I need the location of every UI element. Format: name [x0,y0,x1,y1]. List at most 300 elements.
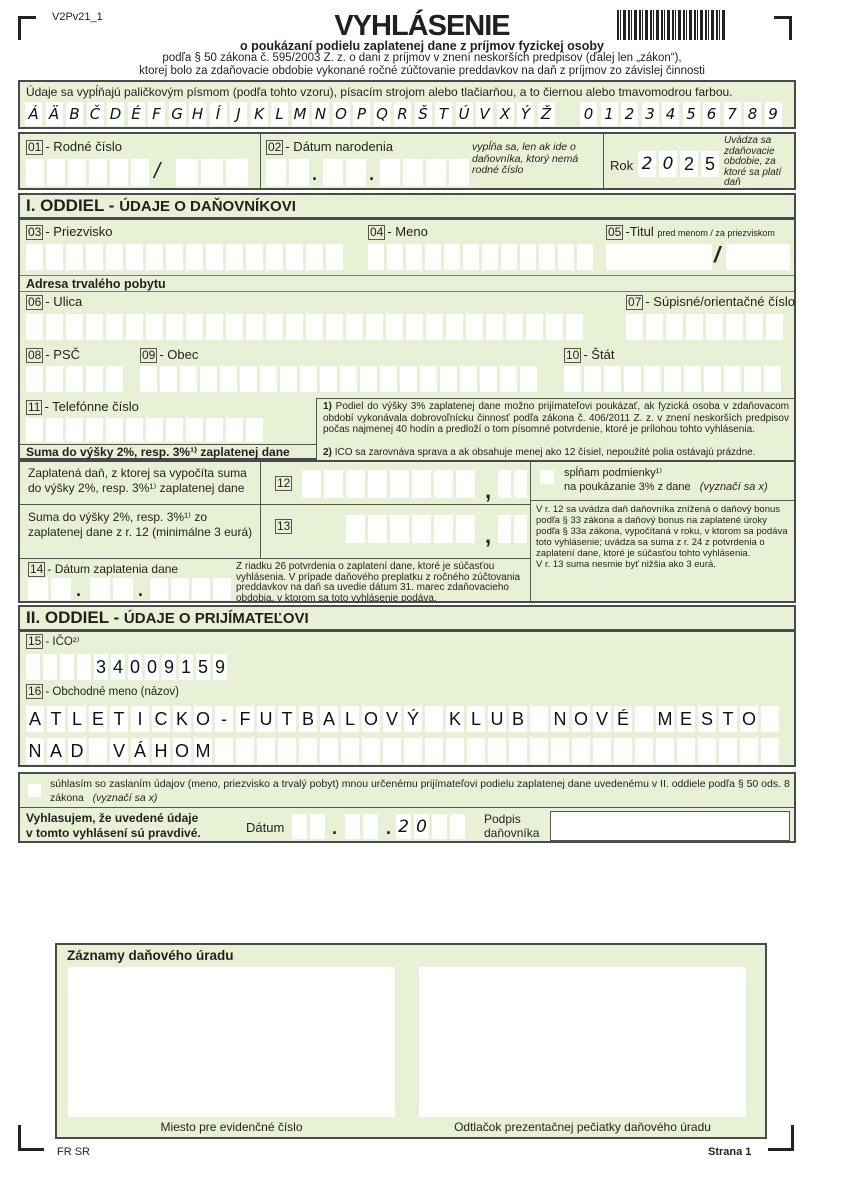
surname-cell[interactable] [306,244,323,270]
year-digit[interactable]: 5 [701,151,719,177]
birth-number-cell[interactable] [131,159,149,186]
ico-digit-cell[interactable] [77,654,91,680]
city-cell[interactable] [420,366,437,392]
payment-date-cell[interactable] [171,578,189,600]
name-char-cell[interactable]: C [152,706,170,732]
share-amount-cell[interactable] [412,515,431,543]
street-cell[interactable] [306,314,323,340]
name-char-cell[interactable]: B [299,706,317,732]
declaration-date-year[interactable] [396,814,468,839]
paid-tax-cell[interactable] [346,470,365,498]
name-char-cell[interactable]: E [677,706,695,732]
surname-cell[interactable] [126,244,143,270]
phone-cell[interactable] [86,418,103,442]
city-cell[interactable] [160,366,177,392]
birth-date-day[interactable] [266,159,312,186]
surname-cell[interactable] [66,244,83,270]
postal-code-input[interactable] [26,366,123,392]
city-cell[interactable] [320,366,337,392]
name-char-cell[interactable]: D [68,738,86,764]
name-char-cell[interactable] [362,738,380,764]
surname-cell[interactable] [286,244,303,270]
surname-cell[interactable] [166,244,183,270]
declaration-date-cell[interactable] [310,814,325,839]
house-number-cell[interactable] [686,314,703,340]
postal-code-cell[interactable] [46,366,63,392]
payment-date-month[interactable] [90,578,136,600]
birth-number-cell[interactable] [26,159,44,186]
surname-cell[interactable] [186,244,203,270]
first-name-cell[interactable] [444,244,460,270]
first-name-cell[interactable] [425,244,441,270]
country-cell[interactable] [664,366,681,392]
name-char-cell[interactable] [761,706,779,732]
payment-date-cell[interactable] [28,578,48,600]
name-char-cell[interactable]: T [47,706,65,732]
city-cell[interactable] [440,366,457,392]
street-cell[interactable] [166,314,183,340]
street-cell[interactable] [106,314,123,340]
name-char-cell[interactable] [425,738,443,764]
payment-date-cell[interactable] [213,578,231,600]
first-name-cell[interactable] [387,244,403,270]
name-char-cell[interactable] [467,738,485,764]
footnote-1: Podiel do výšky 3% zaplatenej dane možno prijímateľovi poukázať, ak fyzická osoba v zdaňovacom období vykonávala dobrovoľnícku činnosť podľa zákona č. 406/2011 Z. z. v znení neskorších predpisov počas najmenej 40 hodín a predloží o tom písomné potvrdenie, ktoré je prílohou tohto vyhlásenia. [323,401,789,435]
ico-digit-cell[interactable]: 0 [128,654,142,680]
name-char-cell[interactable] [383,738,401,764]
payment-date-cell[interactable] [192,578,210,600]
name-char-cell[interactable]: L [68,706,86,732]
share-amount-cell[interactable] [368,515,387,543]
city-cell[interactable] [260,366,277,392]
declaration-date-month[interactable] [345,814,381,839]
name-char-cell[interactable] [446,738,464,764]
field-11-label: 11 - Telefónne číslo [28,399,139,414]
city-cell[interactable] [500,366,517,392]
street-cell[interactable] [506,314,523,340]
name-char-cell[interactable] [698,738,716,764]
phone-cell[interactable] [106,418,123,442]
sample-glyph: B [66,102,83,126]
surname-cell[interactable] [46,244,63,270]
payment-date-cell[interactable] [90,578,110,600]
name-char-cell[interactable]: - [215,706,233,732]
ico-digit-cell[interactable]: 9 [213,654,227,680]
title-before-cell[interactable] [606,244,712,270]
surname-input[interactable] [26,244,343,270]
birth-date-cell[interactable] [403,159,423,186]
name-char-cell[interactable]: T [719,706,737,732]
country-cell[interactable] [604,366,621,392]
paid-tax-cell[interactable] [456,470,475,498]
name-char-cell[interactable] [719,738,737,764]
country-input[interactable] [564,366,781,392]
name-char-cell[interactable] [614,738,632,764]
name-char-cell[interactable] [488,738,506,764]
declaration-year-cell[interactable] [450,814,465,839]
name-char-cell[interactable] [530,706,548,732]
year-digit[interactable]: 0 [659,151,677,177]
ico-digit-cell[interactable]: 3 [94,654,108,680]
birth-number-cell[interactable] [110,159,128,186]
name-char-cell[interactable] [278,738,296,764]
field-06-label: 06 - Ulica [28,294,83,309]
street-cell[interactable] [386,314,403,340]
country-cell[interactable] [584,366,601,392]
house-number-input[interactable] [626,314,783,340]
checkbox-3-percent[interactable] [540,470,554,484]
city-cell[interactable] [520,366,537,392]
phone-input[interactable] [26,418,263,442]
city-cell[interactable] [300,366,317,392]
first-name-cell[interactable] [463,244,479,270]
surname-cell[interactable] [226,244,243,270]
name-char-cell[interactable]: O [194,706,212,732]
surname-cell[interactable] [26,244,43,270]
surname-cell[interactable] [146,244,163,270]
paid-tax-cell[interactable] [302,470,321,498]
ico-digit-cell[interactable]: 9 [162,654,176,680]
ico-digit-cell[interactable] [43,654,57,680]
paid-tax-cents-input[interactable] [498,470,530,498]
name-char-cell[interactable]: U [488,706,506,732]
paid-tax-cell[interactable] [390,470,409,498]
phone-cell[interactable] [26,418,43,442]
paid-tax-comma: , [485,478,492,503]
payment-date-year[interactable] [150,578,234,600]
name-char-cell[interactable]: B [509,706,527,732]
postal-code-cell[interactable] [86,366,103,392]
name-char-cell[interactable]: O [740,706,758,732]
house-number-cell[interactable] [766,314,783,340]
birth-number-suffix-cell[interactable] [226,159,248,186]
birth-date-month[interactable] [323,159,369,186]
house-number-cell[interactable] [646,314,663,340]
name-char-cell[interactable]: I [131,706,149,732]
postal-code-cell[interactable] [26,366,43,392]
declaration-year-cell[interactable]: 0 [414,814,429,839]
title-after-input[interactable] [726,244,793,270]
house-number-cell[interactable] [746,314,763,340]
name-char-cell[interactable] [257,738,275,764]
name-char-cell[interactable]: V [593,706,611,732]
street-cell[interactable] [546,314,563,340]
share-amount-cents-input[interactable] [498,515,530,543]
name-char-cell[interactable]: É [614,706,632,732]
city-cell[interactable] [280,366,297,392]
name-char-cell[interactable]: A [26,706,44,732]
name-char-cell[interactable]: O [173,738,191,764]
phone-cell[interactable] [126,418,143,442]
street-cell[interactable] [86,314,103,340]
surname-cell[interactable] [206,244,223,270]
street-cell[interactable] [566,314,583,340]
phone-cell[interactable] [46,418,63,442]
paid-tax-cell[interactable] [412,470,431,498]
form-code: V2Pv21_1 [52,11,103,23]
country-cell[interactable] [624,366,641,392]
city-cell[interactable] [460,366,477,392]
birth-date-cell[interactable] [449,159,469,186]
street-cell[interactable] [126,314,143,340]
house-number-cell[interactable] [706,314,723,340]
country-cell[interactable] [644,366,661,392]
surname-cell[interactable] [266,244,283,270]
declaration-year-cell[interactable]: 2 [396,814,411,839]
birth-date-cell[interactable] [346,159,366,186]
declaration-date-cell[interactable] [292,814,307,839]
name-char-cell[interactable]: E [89,706,107,732]
name-char-cell[interactable]: O [572,706,590,732]
name-char-cell[interactable]: V [383,706,401,732]
name-char-cell[interactable] [509,738,527,764]
ico-digit-cell[interactable]: 5 [196,654,210,680]
title-separator: / [714,242,721,267]
first-name-cell[interactable] [501,244,517,270]
checkbox-3-percent-label [564,466,792,494]
street-cell[interactable] [346,314,363,340]
name-char-cell[interactable] [425,706,443,732]
name-char-cell[interactable]: O [362,706,380,732]
share-amount-input[interactable] [346,515,478,543]
country-cell[interactable] [564,366,581,392]
name-char-cell[interactable] [551,738,569,764]
country-cell[interactable] [724,366,741,392]
name-char-cell[interactable]: K [173,706,191,732]
consent-checkbox[interactable] [28,784,41,797]
name-char-cell[interactable]: K [446,706,464,732]
name-char-cell[interactable] [530,738,548,764]
street-cell[interactable] [66,314,83,340]
birth-date-year[interactable] [380,159,472,186]
declaration-date-cell[interactable] [363,814,378,839]
name-char-cell[interactable] [404,738,422,764]
birth-number-cell[interactable] [89,159,107,186]
surname-cell[interactable] [246,244,263,270]
city-cell[interactable] [200,366,217,392]
name-char-cell[interactable]: V [110,738,128,764]
phone-cell[interactable] [186,418,203,442]
ico-digit-cell[interactable] [60,654,74,680]
phone-cell[interactable] [166,418,183,442]
share-amount-cell[interactable] [390,515,409,543]
paid-tax-cents-cell[interactable] [498,470,511,498]
street-cell[interactable] [46,314,63,340]
first-name-cell[interactable] [406,244,422,270]
name-char-cell[interactable] [89,738,107,764]
birth-date-cell[interactable] [289,159,309,186]
name-char-cell[interactable]: T [278,706,296,732]
paid-tax-cell[interactable] [324,470,343,498]
street-cell[interactable] [286,314,303,340]
name-char-cell[interactable]: S [698,706,716,732]
street-cell[interactable] [206,314,223,340]
name-char-cell[interactable]: H [152,738,170,764]
street-cell[interactable] [406,314,423,340]
street-cell[interactable] [366,314,383,340]
street-cell[interactable] [186,314,203,340]
name-char-cell[interactable]: N [551,706,569,732]
name-char-cell[interactable]: Ý [404,706,422,732]
name-char-cell[interactable]: L [467,706,485,732]
name-char-cell[interactable]: A [320,706,338,732]
first-name-input[interactable] [368,244,593,270]
country-cell[interactable] [684,366,701,392]
payment-date-cell[interactable] [150,578,168,600]
country-cell[interactable] [704,366,721,392]
street-cell[interactable] [226,314,243,340]
name-char-cell[interactable]: Á [131,738,149,764]
tax-year-input[interactable] [638,151,722,177]
birth-number-cell[interactable] [47,159,65,186]
payment-date-day[interactable] [28,578,74,600]
city-cell[interactable] [340,366,357,392]
street-cell[interactable] [486,314,503,340]
first-name-cell[interactable] [558,244,574,270]
title-after-cell[interactable] [726,244,790,270]
share-amount-cell[interactable] [346,515,365,543]
declaration-date-day[interactable] [292,814,328,839]
declaration-text [26,811,236,841]
house-number-cell[interactable] [726,314,743,340]
name-char-cell[interactable]: T [110,706,128,732]
city-cell[interactable] [480,366,497,392]
city-cell[interactable] [140,366,157,392]
postal-code-cell[interactable] [106,366,123,392]
name-char-cell[interactable] [341,738,359,764]
phone-cell[interactable] [246,418,263,442]
birth-number-cell[interactable] [68,159,86,186]
name-char-cell[interactable] [677,738,695,764]
recipient-ico-input[interactable] [26,654,227,680]
city-input[interactable] [140,366,537,392]
city-cell[interactable] [360,366,377,392]
surname-cell[interactable] [326,244,343,270]
title-before-input[interactable] [606,244,715,270]
birth-number-input[interactable] [26,159,152,186]
country-cell[interactable] [764,366,781,392]
sample-glyph: 7 [724,102,741,126]
birth-number-suffix-input[interactable] [176,159,251,186]
street-cell[interactable] [26,314,43,340]
country-cell[interactable] [744,366,761,392]
name-char-cell[interactable]: M [194,738,212,764]
payment-date-cell[interactable] [113,578,133,600]
birth-number-suffix-cell[interactable] [201,159,223,186]
share-amount-cents-cell[interactable] [514,515,527,543]
phone-cell[interactable] [146,418,163,442]
name-char-cell[interactable] [593,738,611,764]
street-cell[interactable] [466,314,483,340]
paid-tax-input[interactable] [302,470,478,498]
city-cell[interactable] [400,366,417,392]
name-char-cell[interactable]: U [257,706,275,732]
signature-field[interactable] [550,811,790,841]
first-name-cell[interactable] [577,244,593,270]
street-cell[interactable] [246,314,263,340]
first-name-cell[interactable] [482,244,498,270]
city-cell[interactable] [380,366,397,392]
name-char-cell[interactable] [761,738,779,764]
recipient-name-row-2[interactable] [26,738,779,764]
name-char-cell[interactable]: A [47,738,65,764]
city-cell[interactable] [240,366,257,392]
birth-number-suffix-cell[interactable] [176,159,198,186]
first-name-cell[interactable] [368,244,384,270]
share-amount-cell[interactable] [456,515,475,543]
street-cell[interactable] [526,314,543,340]
city-cell[interactable] [180,366,197,392]
surname-cell[interactable] [86,244,103,270]
sample-glyph: K [251,102,268,126]
paid-tax-cell[interactable] [368,470,387,498]
sample-glyph: F [148,102,165,126]
street-cell[interactable] [446,314,463,340]
ico-digit-cell[interactable]: 0 [145,654,159,680]
birth-date-cell[interactable] [426,159,446,186]
paid-tax-cell[interactable] [434,470,453,498]
paid-tax-cents-cell[interactable] [514,470,527,498]
stamp-caption: Odtlačok prezentačnej pečiatky daňového úradu [454,1120,711,1134]
share-amount-cell[interactable] [434,515,453,543]
first-name-cell[interactable] [539,244,555,270]
ico-digit-cell[interactable]: 1 [179,654,193,680]
postal-code-cell[interactable] [66,366,83,392]
birth-date-cell[interactable] [323,159,343,186]
name-char-cell[interactable] [635,738,653,764]
street-cell[interactable] [326,314,343,340]
ico-digit-cell[interactable]: 4 [111,654,125,680]
year-digit[interactable]: 2 [638,151,656,177]
city-cell[interactable] [220,366,237,392]
recipient-name-row-1[interactable] [26,706,779,732]
street-cell[interactable] [266,314,283,340]
name-char-cell[interactable] [215,738,233,764]
birth-date-cell[interactable] [266,159,286,186]
name-char-cell[interactable]: M [656,706,674,732]
phone-cell[interactable] [66,418,83,442]
phone-cell[interactable] [206,418,223,442]
year-digit[interactable]: 2 [680,151,698,177]
declaration-date-cell[interactable] [345,814,360,839]
ico-digit-cell[interactable] [26,654,40,680]
name-char-cell[interactable] [740,738,758,764]
house-number-cell[interactable] [666,314,683,340]
name-char-cell[interactable] [656,738,674,764]
share-amount-cents-cell[interactable] [498,515,511,543]
name-char-cell[interactable]: L [341,706,359,732]
birth-date-cell[interactable] [380,159,400,186]
street-cell[interactable] [146,314,163,340]
name-char-cell[interactable] [236,738,254,764]
declaration-year-cell[interactable] [432,814,447,839]
payment-date-cell[interactable] [51,578,71,600]
name-char-cell[interactable] [572,738,590,764]
house-number-cell[interactable] [626,314,643,340]
phone-cell[interactable] [226,418,243,442]
name-char-cell[interactable]: F [236,706,254,732]
name-char-cell[interactable]: N [26,738,44,764]
first-name-cell[interactable] [520,244,536,270]
name-char-cell[interactable] [635,706,653,732]
street-input[interactable] [26,314,583,340]
sample-glyph: O [333,102,350,126]
street-cell[interactable] [426,314,443,340]
field-10-label: 10 - Štát [566,347,615,362]
surname-cell[interactable] [106,244,123,270]
name-char-cell[interactable] [299,738,317,764]
name-char-cell[interactable] [320,738,338,764]
